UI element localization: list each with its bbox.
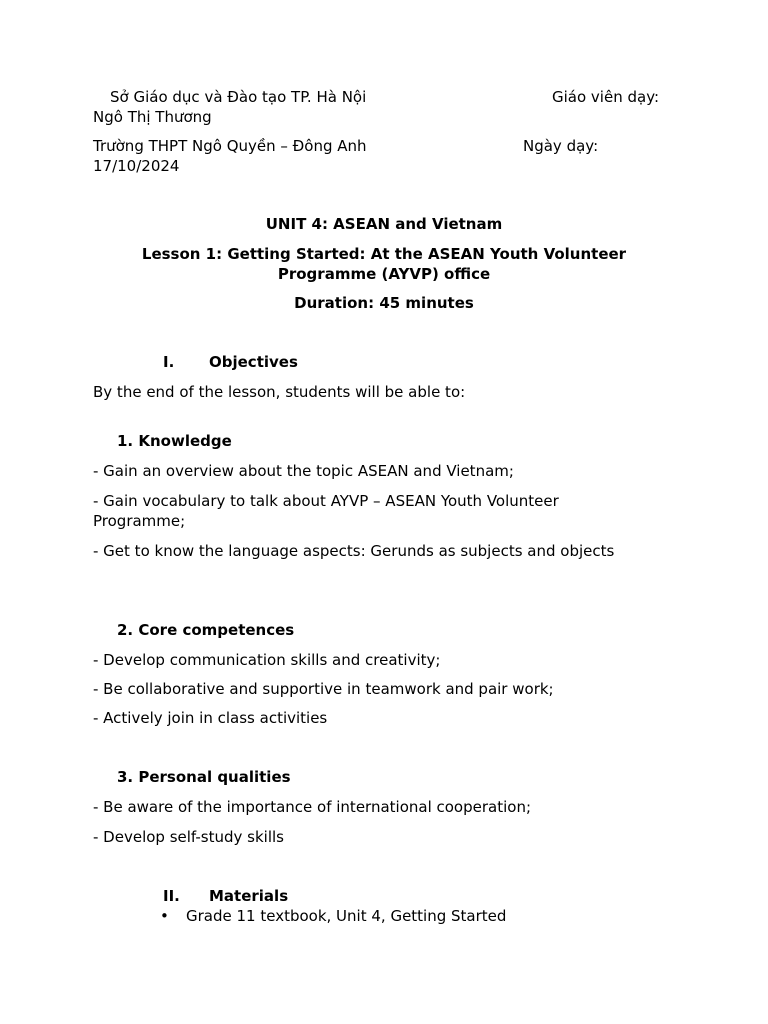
materials-numeral: II. <box>163 887 180 905</box>
teacher-name: Ngô Thị Thương <box>93 108 212 126</box>
core-item-2: - Be collaborative and supportive in teamwork and pair work; <box>93 680 554 698</box>
department-name: Sở Giáo dục và Đào tạo TP. Hà Nội <box>110 88 367 106</box>
materials-item-1: Grade 11 textbook, Unit 4, Getting Started <box>186 907 507 925</box>
core-item-1: - Develop communication skills and creativity; <box>93 651 441 669</box>
personal-item-2: - Develop self-study skills <box>93 828 284 846</box>
knowledge-item-2: - Gain vocabulary to talk about AYVP – ASEAN Youth Volunteer Programme; <box>93 492 559 530</box>
knowledge-heading: 1. Knowledge <box>117 432 232 450</box>
knowledge-item-1: - Gain an overview about the topic ASEAN and Vietnam; <box>93 462 514 480</box>
lesson-title-line1: Lesson 1: Getting Started: At the ASEAN Youth Volunteer <box>141 245 627 263</box>
core-competences-heading: 2. Core competences <box>117 621 295 639</box>
objectives-intro: By the end of the lesson, students will be able to: <box>93 383 466 401</box>
unit-title: UNIT 4: ASEAN and Vietnam <box>265 215 503 233</box>
core-item-3: - Actively join in class activities <box>93 709 328 727</box>
duration: Duration: 45 minutes <box>294 294 474 312</box>
lesson-title-line2: Programme (AYVP) office <box>277 265 491 283</box>
bullet-icon: • <box>160 907 169 925</box>
date-label: Ngày dạy: <box>523 137 599 155</box>
personal-qualities-heading: 3. Personal qualities <box>117 768 291 786</box>
personal-item-1: - Be aware of the importance of international cooperation; <box>93 798 532 816</box>
materials-heading: Materials <box>209 887 289 905</box>
objectives-numeral: I. <box>163 353 175 371</box>
knowledge-item-3: - Get to know the language aspects: Gerunds as subjects and objects <box>93 542 615 560</box>
objectives-heading: Objectives <box>209 353 298 371</box>
date-value: 17/10/2024 <box>93 157 180 175</box>
teacher-label: Giáo viên dạy: <box>552 88 660 106</box>
school-name: Trường THPT Ngô Quyền – Đông Anh <box>93 137 367 155</box>
